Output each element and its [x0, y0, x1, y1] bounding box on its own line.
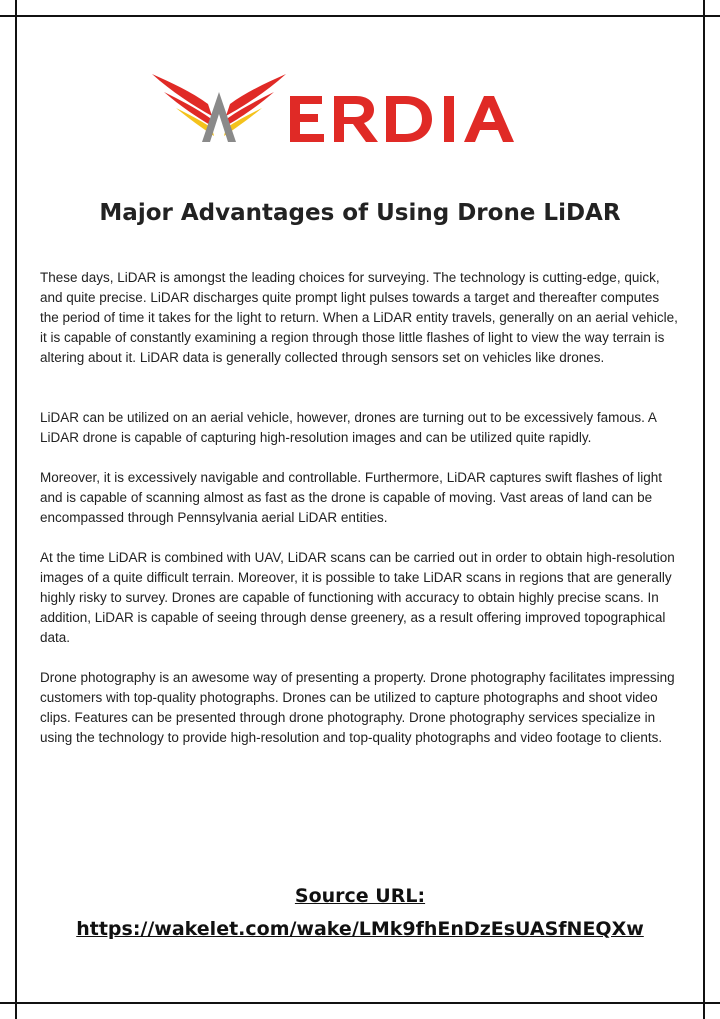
- paragraph: Moreover, it is excessively navigable and controllable. Furthermore, LiDAR captures swift flashes of light and is capable of scanning almost as fast as the drone is capable of moving. Vast areas of land can be encompassed through Pennsylvania aerial LiDAR entities.: [40, 470, 663, 525]
- logo-wing-left-red: [152, 74, 212, 116]
- source-label-link[interactable]: Source URL:: [294, 885, 426, 907]
- aerdia-logo-graphic: [150, 62, 570, 148]
- source-url-link[interactable]: https://wakelet.com/wake/LMk9fhEnDzEsUASfNEQXw: [76, 918, 644, 940]
- frame-line-bottom: [0, 1002, 720, 1004]
- source-block: [40, 880, 680, 946]
- aerdia-logo: [150, 62, 570, 148]
- frame-line-right: [703, 0, 705, 1019]
- article-body: [40, 268, 680, 748]
- paragraph: At the time LiDAR is combined with UAV, LiDAR scans can be carried out in order to obtain high-resolution images of a quite difficult terrain. Moreover, it is possible to take LiDAR scans in regions that are generally highly risky to survey. Drones are capable of functioning with accuracy to obtain highly precise scans. In addition, LiDAR is capable of seeing through dense greenery, as a result offering improved topographical data.: [40, 550, 675, 645]
- frame-line-left: [15, 0, 17, 1019]
- logo-wing-right-red: [226, 74, 286, 116]
- paragraph: LiDAR can be utilized on an aerial vehicle, however, drones are turning out to be excessively famous. A LiDAR drone is capable of capturing high-resolution images and can be utilized quite rapidly.: [40, 410, 657, 445]
- paragraph: These days, LiDAR is amongst the leading choices for surveying. The technology is cutting-edge, quick, and quite precise. LiDAR discharges quite prompt light pulses towards a target and thereafter computes the period of time it takes for the light to return. When a LiDAR entity travels, generally on an aerial vehicle, it is capable of constantly examining a region through those little flashes of light to view the way terrain is altering about it. LiDAR data is generally collected through sensors set on vehicles like drones.: [40, 270, 678, 365]
- logo-wordmark: [290, 96, 514, 142]
- paragraph: Drone photography is an awesome way of presenting a property. Drone photography facilitates impressing customers with top-quality photographs. Drones can be utilized to capture photographs and shoot video clips. Features can be presented through drone photography. Drone photography services specialize in using the technology to provide high-resolution and top-quality photographs and video footage to clients.: [40, 670, 675, 745]
- page-title: Major Advantages of Using Drone LiDAR: [99, 200, 621, 226]
- frame-line-top: [0, 15, 720, 17]
